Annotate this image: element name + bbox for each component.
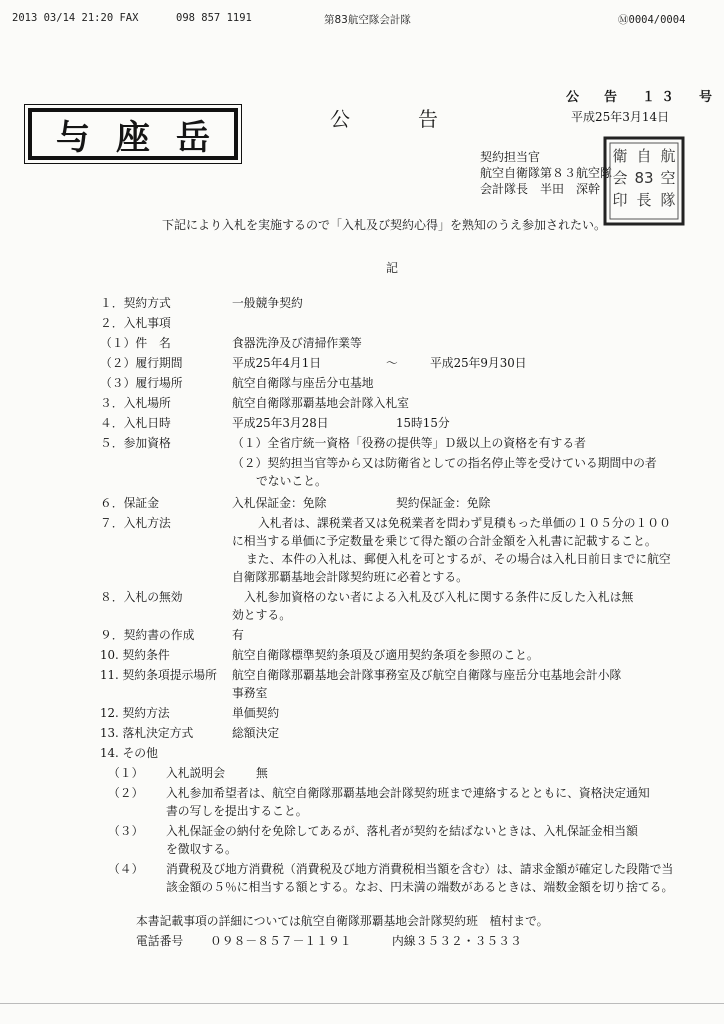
item-label: ４．入札日時 [100, 416, 171, 430]
item-label: ６．保証金 [100, 496, 159, 510]
item-value: （２）契約担当官等から又は防衛省としての指名停止等を受けている期間中の者 [232, 456, 657, 470]
svg-text:航: 航 [660, 147, 676, 165]
item-label: 11. 契約条項提示場所 [100, 668, 217, 682]
item-label: ５．参加資格 [100, 436, 171, 450]
item-value: 航空自衛隊標準契約条項及び適用契約条項を参照のこと。 [232, 648, 539, 662]
intro-text: 下記により入札を実施するので「入札及び契約心得」を熟知のうえ参加されたい。 [162, 218, 607, 232]
svg-text:自: 自 [636, 147, 652, 165]
item-label: 14. その他 [100, 746, 158, 760]
item-value: 食器洗浄及び清掃作業等 [232, 336, 362, 350]
phone-extension: 内線３５３２・３５３３ [392, 934, 522, 948]
item-value: （１）全省庁統一資格「役務の提供等」Ｄ級以上の資格を有する者 [232, 436, 586, 450]
sub-item-label: （４） [108, 862, 144, 876]
contact-text: 本書記載事項の詳細については航空自衛隊那覇基地会計隊契約班 植村まで。 [136, 914, 549, 928]
item-value: 自衛隊那覇基地会計隊契約班に必着とする。 [232, 570, 468, 584]
item-value: 書の写しを提出すること。 [166, 804, 308, 818]
svg-text:衛: 衛 [612, 147, 628, 165]
item-value: 一般競争契約 [232, 296, 303, 310]
item-label: 13. 落札決定方式 [100, 726, 194, 740]
item-label: （１）件 名 [100, 336, 171, 350]
item-value: 無 [256, 766, 268, 780]
fax-number: 098 857 1191 [176, 12, 252, 24]
sub-item-label: （３） [108, 824, 144, 838]
item-value: 該金額の５％に相当する額とする。なお、円未満の端数があるときは、端数金額を切り捨てる。 [166, 880, 674, 894]
item-value: に相当する単価に予定数量を乗じて得た額の合計金額を入札書に記載すること。 [232, 534, 657, 548]
svg-text:印: 印 [612, 191, 628, 209]
item-label: ９．契約書の作成 [100, 628, 195, 642]
item-value: 入札保証金の納付を免除してあるが、落札者が契約を結ばないときは、入札保証金相当額 [166, 824, 638, 838]
item-value: 総額決定 [232, 726, 280, 740]
fax-datetime: 2013 03/14 21:20 FAX [12, 12, 139, 24]
item-value: 事務室 [232, 686, 268, 700]
scan-edge-line [0, 1003, 724, 1004]
item-value: 入札参加希望者は、航空自衛隊那覇基地会計隊契約班まで連絡するとともに、資格決定通知 [166, 786, 650, 800]
bid-date: 平成25年3月28日 [232, 416, 329, 430]
notice-title: 公告 [330, 107, 506, 131]
item-value: 効とする。 [232, 608, 291, 622]
item-value: 入札参加資格のない者による入札及び入札に関する条件に反した入札は無 [244, 590, 634, 604]
official-seal [602, 135, 686, 227]
item-label: （３）履行場所 [100, 376, 183, 390]
item-label: ８．入札の無効 [100, 590, 183, 604]
item-value: でないこと。 [256, 474, 327, 488]
sub-item-label: （１） [108, 766, 144, 780]
officer-name: 会計隊長 半田 深幹 [480, 182, 601, 196]
officer-title: 契約担当官 [480, 150, 541, 164]
svg-text:長: 長 [636, 191, 652, 209]
item-label: 12. 契約方法 [100, 706, 170, 720]
period-start: 平成25年4月1日 [232, 356, 322, 370]
period-end: 平成25年9月30日 [430, 356, 527, 370]
item-value: 入札者は、課税業者又は免税業者を問わず見積もった単価の１０５分の１００ [258, 516, 671, 530]
officer-unit: 航空自衛隊第８３航空隊 [480, 166, 613, 180]
item-value: また、本件の入札は、郵便入札を可とするが、その場合は入札日前日までに航空 [246, 552, 671, 566]
item-label: ７．入札方法 [100, 516, 171, 530]
ki-heading: 記 [386, 261, 399, 275]
fax-page-count: Ⓜ0004/0004 [618, 14, 686, 26]
phone-number: ０９８－８５７－１１９１ [210, 934, 352, 948]
contract-deposit: 契約保証金：免除 [396, 496, 491, 510]
item-value: 有 [232, 628, 244, 642]
svg-text:空: 空 [660, 169, 676, 187]
svg-text:会: 会 [612, 169, 628, 187]
item-value: 航空自衛隊那覇基地会計隊入札室 [232, 396, 409, 410]
bid-deposit: 入札保証金：免除 [232, 496, 327, 510]
sub-item-label: （２） [108, 786, 144, 800]
fax-sender: 第83航空隊会計隊 [324, 14, 411, 26]
item-value: 航空自衛隊与座岳分屯基地 [232, 376, 374, 390]
notice-date: 平成25年3月14日 [571, 110, 670, 124]
item-value: 航空自衛隊那覇基地会計隊事務室及び航空自衛隊与座岳分屯基地会計小隊 [232, 668, 622, 682]
period-tilde: ～ [386, 356, 398, 370]
svg-text:83: 83 [634, 169, 654, 187]
notice-number: 公 告 １３ 号 [566, 90, 719, 105]
item-label: ２．入札事項 [100, 316, 171, 330]
item-label: １．契約方式 [100, 296, 171, 310]
item-value: 入札説明会 [166, 766, 225, 780]
item-label: ３．入札場所 [100, 396, 171, 410]
bid-time: 15時15分 [396, 416, 450, 430]
phone-label: 電話番号 [136, 934, 184, 948]
item-label: 10. 契約条件 [100, 648, 170, 662]
item-label: （２）履行期間 [100, 356, 183, 370]
item-value: 単価契約 [232, 706, 280, 720]
svg-text:隊: 隊 [660, 191, 676, 209]
item-value: を徴収する。 [166, 842, 237, 856]
location-stamp: 与座岳 [28, 108, 238, 160]
item-value: 消費税及び地方消費税（消費税及び地方消費税相当額を含む）は、請求金額が確定した段階で当 [166, 862, 674, 876]
